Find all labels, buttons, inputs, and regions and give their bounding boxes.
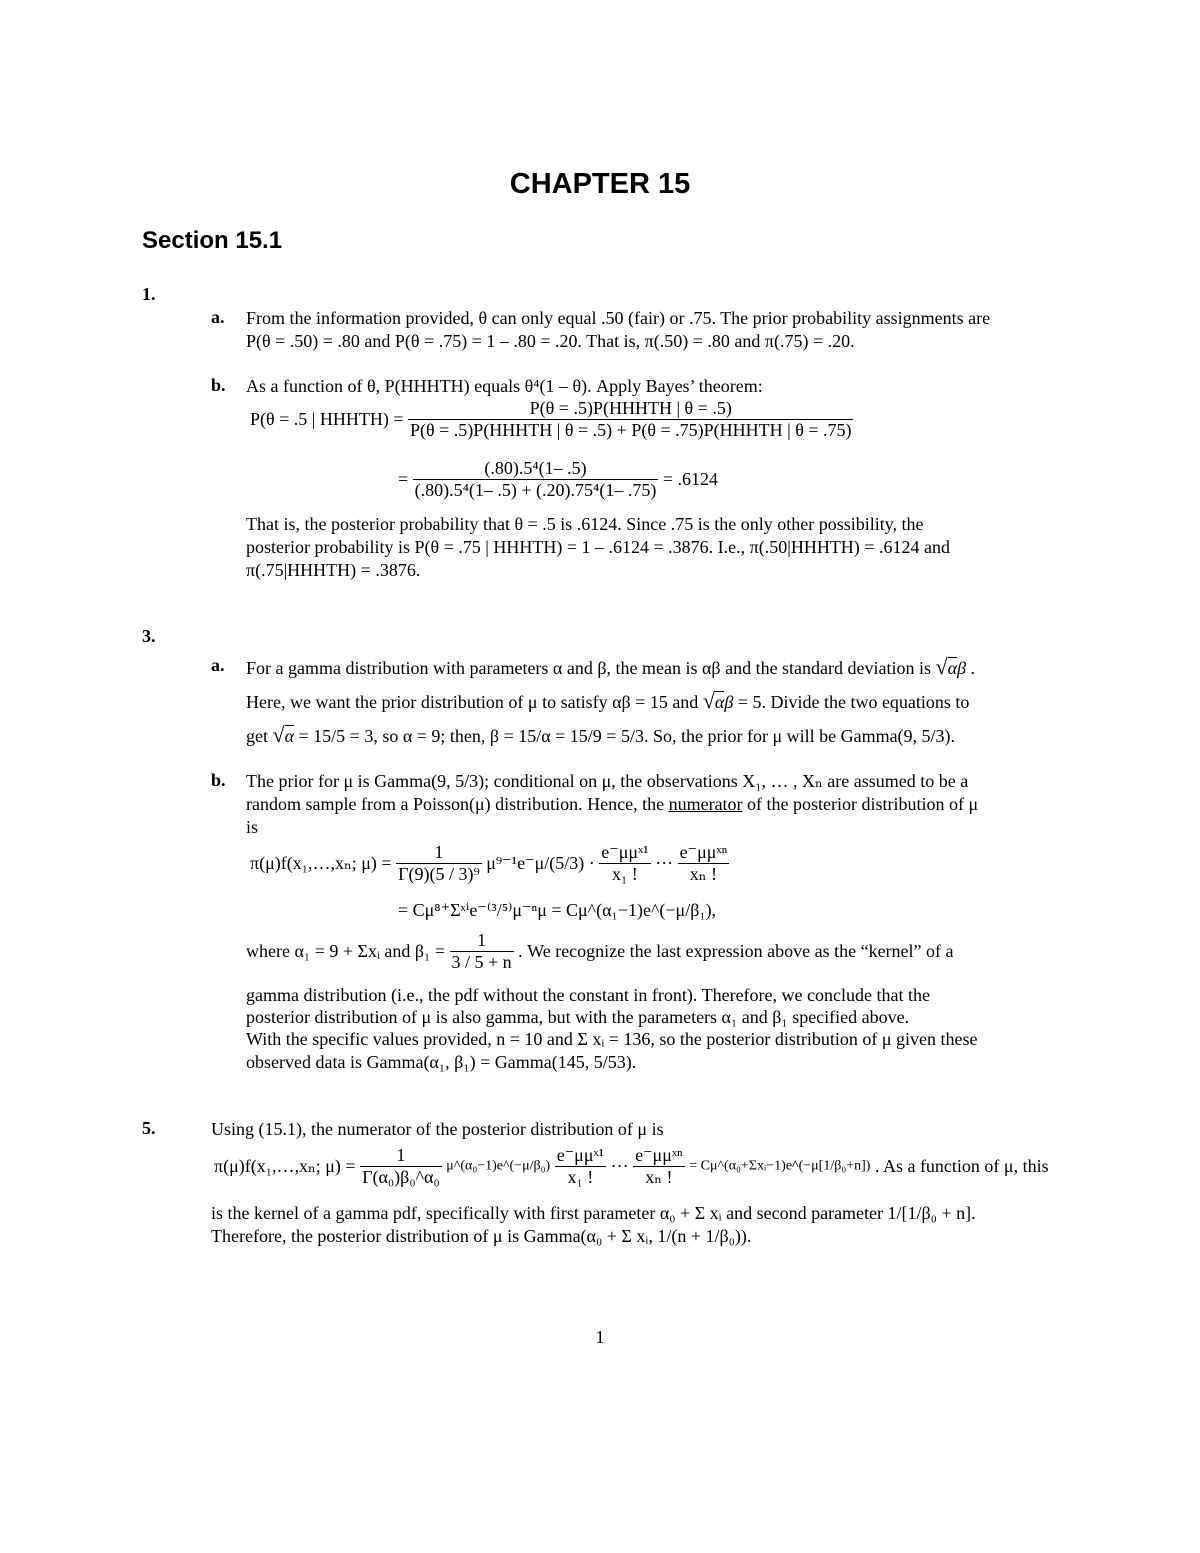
p5-eq-tail: . As a function of μ, this bbox=[874, 1156, 1049, 1176]
problem-1b-label: b. bbox=[211, 375, 226, 395]
problem-1b-line3: posterior probability is P(θ = .75 | HHHTH) = 1 – .6124 = .3876. I.e., π(.50|HHHTH) = .6124 and bbox=[246, 537, 950, 557]
p5-eq-dots: ··· bbox=[610, 1156, 629, 1176]
problem-3a-line2 bbox=[246, 689, 969, 714]
problem-5-number: 5. bbox=[142, 1118, 156, 1138]
where-clause bbox=[246, 930, 954, 973]
eq1-fraction bbox=[408, 398, 853, 441]
problem-3b-line5: posterior distribution of μ is also gamma, but with the parameters α₁ and β₁ specified above. bbox=[246, 1007, 910, 1027]
p3a-line1-tail: . bbox=[970, 658, 976, 678]
sqrt-alpha-beta-1: √αβ bbox=[935, 654, 967, 679]
problem-1b-line2: That is, the posterior probability that θ = .5 is .6124. Since .75 is the only other possibility, the bbox=[246, 514, 924, 534]
problem-1-number: 1. bbox=[142, 284, 156, 304]
eq2-fraction bbox=[413, 458, 659, 501]
p3b-numerator-underlined: numerator bbox=[668, 794, 743, 814]
p3b-line2-b: of the posterior distribution of μ bbox=[747, 794, 979, 814]
problem-3b-line4: gamma distribution (i.e., the pdf without the constant in front). Therefore, we conclude that the bbox=[246, 985, 930, 1005]
p3-eq1-factor1: $\frac{\text{e⁻μμˣ¹}}{\text{x₁ !}}$ bbox=[601, 842, 649, 884]
bayes-equation-1 bbox=[250, 398, 853, 441]
p5-eq-fraction: $\frac{1}{\text{Γ(α₀)β₀\textasciicircum{}α₀}}$ bbox=[362, 1145, 440, 1187]
problem-3b-line6: With the specific values provided, n = 10 and Σ xᵢ = 136, so the posterior distribution of μ given these bbox=[246, 1029, 978, 1049]
p3a-line2-text-a: Here, we want the prior distribution of μ to satisfy αβ = 15 and bbox=[246, 692, 699, 712]
sqrt-alpha-beta-2: √αβ bbox=[702, 688, 734, 713]
problem-3b-line2 bbox=[246, 793, 978, 816]
problem-3b-line1: The prior for μ is Gamma(9, 5/3); conditional on μ, the observations X₁, … , Xₙ are assumed to be a bbox=[246, 771, 969, 791]
where-alpha-beta: α₁ = 9 + Σxᵢ and β₁ = bbox=[294, 941, 445, 961]
eq1-lhs: P(θ = .5 | HHHTH) = bbox=[250, 409, 404, 429]
problem-5-line1: Using (15.1), the numerator of the posterior distribution of μ is bbox=[211, 1119, 664, 1139]
p3-eq1-lhs: π(μ)f(x₁,…,xₙ; μ) = bbox=[250, 853, 392, 873]
problem-5-line2: is the kernel of a gamma pdf, specifically with first parameter α₀ + Σ xᵢ and second parameter 1/[1/β₀ + n]. bbox=[211, 1203, 976, 1223]
p3-eq1-fraction: $\frac{1}{\text{Γ(9)(5 / 3)⁹}}$ bbox=[398, 842, 480, 884]
p3a-line3-text-a: get bbox=[246, 726, 268, 746]
problem-3b-line7: observed data is Gamma(α₁, β₁) = Gamma(145, 5/53). bbox=[246, 1052, 637, 1072]
posterior-equation-2: = Cμ⁸⁺Σˣⁱe⁻⁽³/⁵⁾μ⁻ⁿμ = Cμ^(α₁−1)e^(−μ/β₁), bbox=[398, 900, 717, 920]
where-tail: . We recognize the last expression above as the “kernel” of a bbox=[518, 941, 954, 961]
where-word: where bbox=[246, 941, 290, 961]
section-title: Section 15.1 bbox=[142, 227, 283, 254]
eq2-numerator: (.80).5⁴(1– .5) bbox=[484, 458, 587, 478]
problem-5-line3: Therefore, the posterior distribution of μ is Gamma(α₀ + Σ xᵢ, 1/(n + 1/β₀)). bbox=[211, 1226, 752, 1246]
problem-1a-line1: From the information provided, θ can only equal .50 (fair) or .75. The prior probability assignments are bbox=[246, 308, 991, 328]
page-number: 1 bbox=[595, 1327, 605, 1347]
eq2-equals: = bbox=[398, 469, 409, 489]
posterior-equation-1 bbox=[250, 842, 729, 885]
problem-3a-line1 bbox=[246, 655, 975, 680]
problem-1b-line1: As a function of θ, P(HHHTH) equals θ⁴(1 – θ). Apply Bayes’ theorem: bbox=[246, 376, 763, 396]
p5-eq-factor1: $\frac{\text{e⁻μμˣ¹}}{\text{x₁ !}}$ bbox=[556, 1145, 605, 1187]
p3-eq1-dots: ··· bbox=[655, 853, 674, 873]
problem-5-equation bbox=[214, 1145, 1049, 1188]
sqrt-alpha: √α bbox=[272, 722, 295, 747]
bayes-equation-2 bbox=[398, 458, 718, 501]
p3a-line3-text-b: = 15/5 = 3, so α = 9; then, β = 15/α = 15/9 = 5/3. So, the prior for μ will be Gamma(9, 5/3). bbox=[298, 726, 956, 746]
chapter-title: CHAPTER 15 bbox=[509, 168, 691, 200]
eq1-numerator: P(θ = .5)P(HHHTH | θ = .5) bbox=[529, 398, 732, 418]
problem-1a-line2: P(θ = .50) = .80 and P(θ = .75) = 1 – .80 = .20. That is, π(.50) = .80 and π(.75) = .20. bbox=[246, 331, 855, 351]
p3a-line1-text: For a gamma distribution with parameters α and β, the mean is αβ and the standard deviation is bbox=[246, 658, 932, 678]
p3b-line2-a: random sample from a Poisson(μ) distribution. Hence, the bbox=[246, 794, 665, 814]
problem-1a-label: a. bbox=[211, 307, 225, 327]
problem-3b-label: b. bbox=[211, 770, 226, 790]
p5-eq-mid: μ^(α₀−1)e^(−μ/β₀) bbox=[446, 1158, 551, 1174]
problem-3-number: 3. bbox=[142, 626, 156, 646]
p5-eq-factor2: $\frac{\text{e⁻μμˣⁿ}}{\text{xₙ !}}$ bbox=[635, 1145, 683, 1187]
eq1-denominator: P(θ = .5)P(HHHTH | θ = .5) + P(θ = .75)P(HHHTH | θ = .75) bbox=[410, 420, 852, 440]
problem-3b-line3: is bbox=[246, 817, 259, 837]
eq2-result: = .6124 bbox=[662, 469, 718, 489]
p3-eq1-mid: μ⁹⁻¹e⁻μ/(5/3) · bbox=[486, 853, 595, 873]
p3-eq1-factor2: $\frac{\text{e⁻μμˣⁿ}}{\text{xₙ !}}$ bbox=[679, 842, 728, 884]
eq2-denominator: (.80).5⁴(1– .5) + (.20).75⁴(1– .75) bbox=[414, 480, 657, 500]
p5-eq-lhs: π(μ)f(x₁,…,xₙ; μ) = bbox=[214, 1156, 356, 1176]
p5-eq-rhs: = Cμ^(α₀+Σxᵢ−1)e^(−μ[1/β₀+n]) bbox=[689, 1158, 871, 1174]
problem-3a-label: a. bbox=[211, 655, 225, 675]
p3a-line2-text-b: = 5. Divide the two equations to bbox=[737, 692, 970, 712]
beta1-fraction: $\frac{1}{3 / 5 + n}$ bbox=[451, 930, 512, 972]
problem-1b-line4: π(.75|HHHTH) = .3876. bbox=[246, 560, 421, 580]
problem-3a-line3 bbox=[246, 723, 955, 748]
